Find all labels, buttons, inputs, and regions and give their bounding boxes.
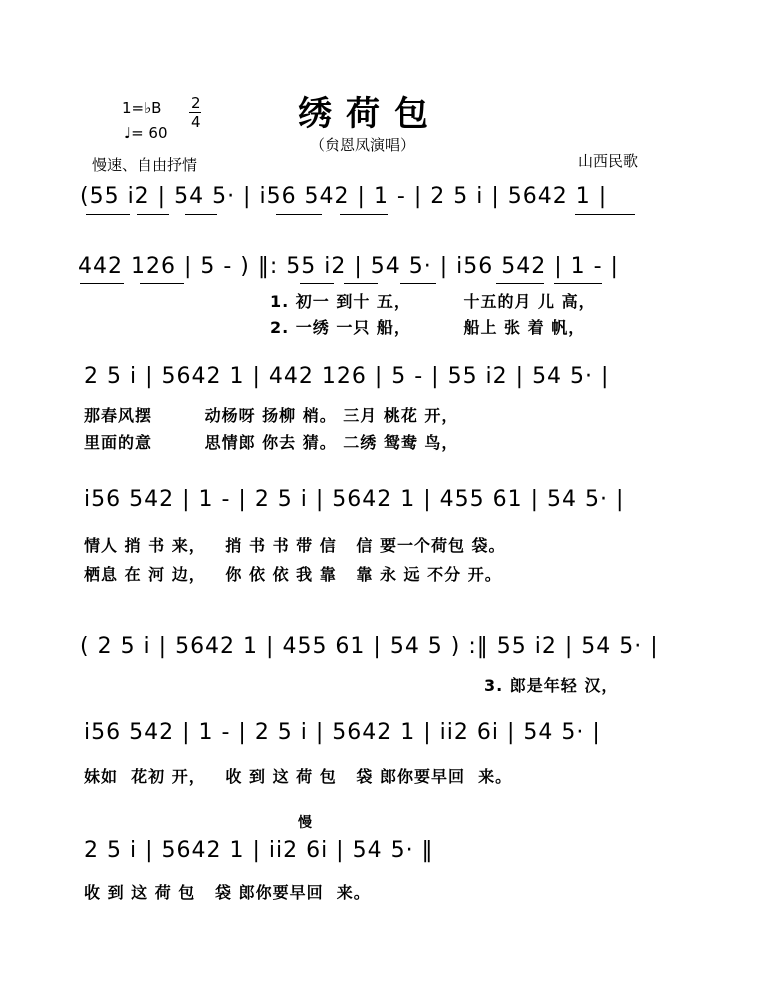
lyric-line-3-verse-1: 那春风摆 动杨呀 扬柳 梢。 三月 桃花 开， [84,406,459,425]
notation-line-6: i56 542 | 1 - | 2 5 i | 5642 1 | ii2 6i | 54 5· | [84,720,601,745]
song-source: 山西民歌 [578,152,639,170]
lyric-line-7: 收 到 这 荷 包 袋 郎你要早回 来。 [84,883,371,902]
duration-line [185,214,217,215]
lyric-line-6: 妹如 花初 开， 收 到 这 荷 包 袋 郎你要早回 来。 [84,767,513,786]
time-signature-top: 2 [191,94,201,112]
lyric-line-4-verse-2: 栖息 在 河 边， 你 依 依 我 靠 靠 永 远 不分 开。 [84,565,502,584]
notation-line-7: 2 5 i | 5642 1 | ii2 6i | 54 5· ‖ [84,838,434,863]
lyric-line-5-verse-3: 3. 郎是年轻 汉， [484,676,619,695]
song-title: 绣荷包 [298,94,442,134]
notation-line-4: i56 542 | 1 - | 2 5 i | 5642 1 | 455 61 | 54 5· | [84,487,625,512]
lyric-line-2-verse-1: 1. 初一 到十 五， 十五的月 儿 高， [270,292,596,311]
notation-line-1: (55 i2 | 54 5· | i56 542 | 1 - | 2 5 i | 5642 1 | [80,184,608,209]
lyric-line-2-verse-2: 2. 一绣 一只 船， 船上 张 着 帆， [270,318,586,337]
lyric-line-4-verse-1: 情人 捎 书 来， 捎 书 书 带 信 信 要一个荷包 袋。 [84,536,506,555]
duration-line [137,214,169,215]
duration-line [276,214,322,215]
notation-line-5: ( 2 5 i | 5642 1 | 455 61 | 54 5 ) :‖ 55 i2 | 54 5· | [80,634,659,659]
duration-line [340,214,388,215]
duration-line [575,214,635,215]
duration-line [140,283,184,284]
tempo-marking: ♩= 60 [124,124,168,142]
duration-line [86,214,130,215]
time-signature-bottom: 4 [191,113,201,131]
duration-line [300,283,334,284]
lyric-line-3-verse-2: 里面的意 思情郎 你去 猜。 二绣 鸳鸯 鸟， [84,433,459,452]
duration-line [344,283,378,284]
singer-credit: （贠恩凤演唱） [310,136,416,154]
duration-line [80,283,124,284]
duration-line [400,283,436,284]
key-signature: 1=♭B [122,99,162,117]
notation-line-3: 2 5 i | 5642 1 | 442 126 | 5 - | 55 i2 | 54 5· | [84,364,610,389]
notation-line-2: 442 126 | 5 - ) ‖: 55 i2 | 54 5· | i56 542 | 1 - | [78,254,619,279]
slow-marking: 慢 [298,815,312,831]
duration-line [554,283,602,284]
duration-line [496,283,544,284]
tempo-description: 慢速、自由抒情 [92,156,198,174]
